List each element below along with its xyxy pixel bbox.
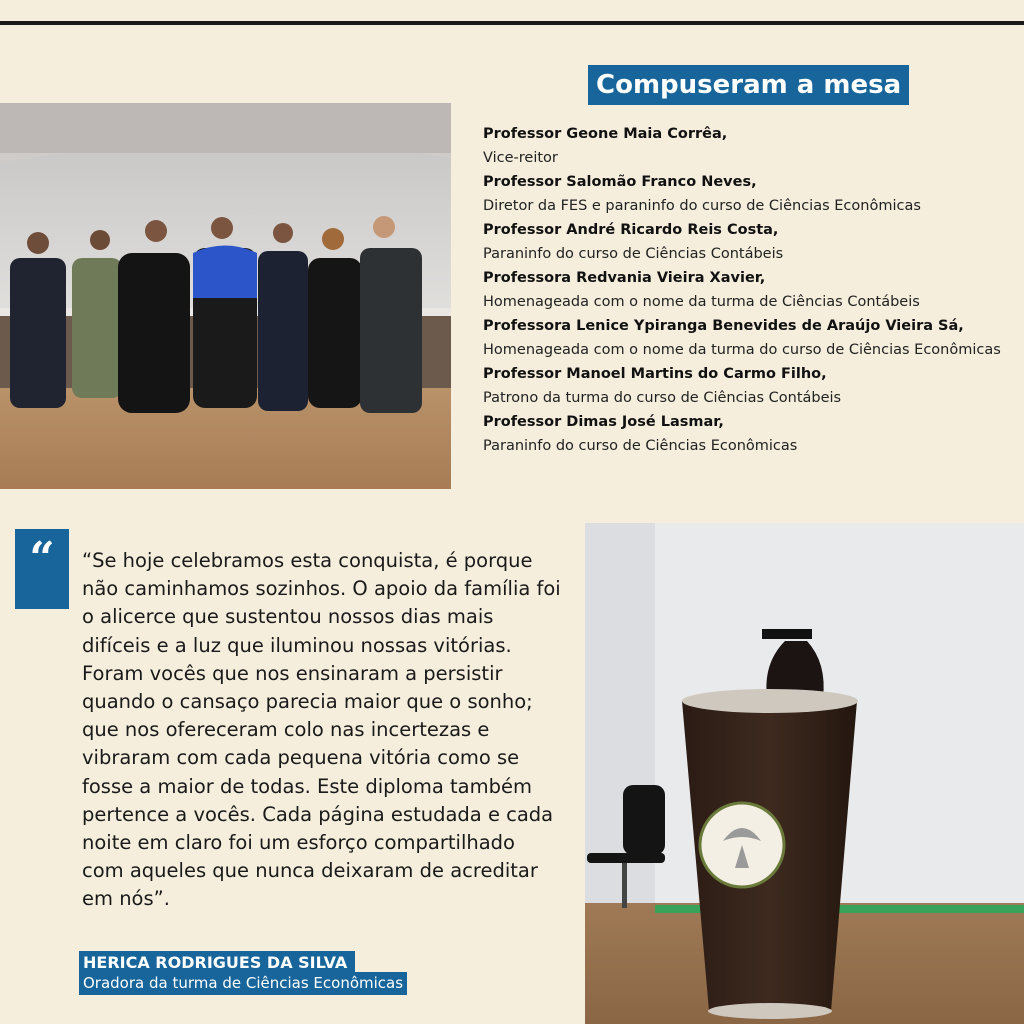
member-name: Professor Salomão Franco Neves, [483,174,757,190]
speaker-name: HERICA RODRIGUES DA SILVA [79,951,355,973]
quote-mark-icon: “ [15,529,69,609]
member-role: Vice-reitor [483,150,558,166]
member-name: Professora Lenice Ypiranga Benevides de Araújo Vieira Sá, [483,318,964,334]
quote-text: “Se hoje celebramos esta conquista, é porque não caminhamos sozinhos. O apoio da família foi o alicerce que sustentou nossos dias mais difíceis e a luz que iluminou nossas vitórias. Foram vocês que nos ensinaram a persistir quando o cansaço parecia maior que o sonho; que nos ofereceram colo nas incertezas e vibraram com cada pequena vitória como se fosse a maior de todas. Este diploma também pertence a vocês. Cada página estudada e cada noite em claro foi um esforço compartilhado com aqueles que nunca deixaram de acreditar em nós”. [82,549,561,911]
speaker-role: Oradora da turma de Ciências Econômicas [79,972,407,995]
member-role: Homenageada com o nome da turma do curso de Ciências Econômicas [483,342,1001,358]
member-role: Diretor da FES e paraninfo do curso de Ciências Econômicas [483,198,921,214]
top-divider [0,21,1024,25]
member-name: Professor Dimas José Lasmar, [483,414,724,430]
member-name: Professora Redvania Vieira Xavier, [483,270,766,286]
member-role: Homenageada com o nome da turma de Ciências Contábeis [483,294,920,310]
member-role: Patrono da turma do curso de Ciências Contábeis [483,390,842,406]
group-photo [0,103,451,489]
member-role: Paraninfo do curso de Ciências Contábeis [483,246,784,262]
member-name: Professor Manoel Martins do Carmo Filho, [483,366,827,382]
member-role: Paraninfo do curso de Ciências Econômicas [483,438,798,454]
members-list [483,122,1013,458]
podium-photo [585,523,1024,1024]
section-heading: Compuseram a mesa [588,65,909,105]
member-name: Professor André Ricardo Reis Costa, [483,222,779,238]
member-name: Professor Geone Maia Corrêa, [483,126,728,142]
